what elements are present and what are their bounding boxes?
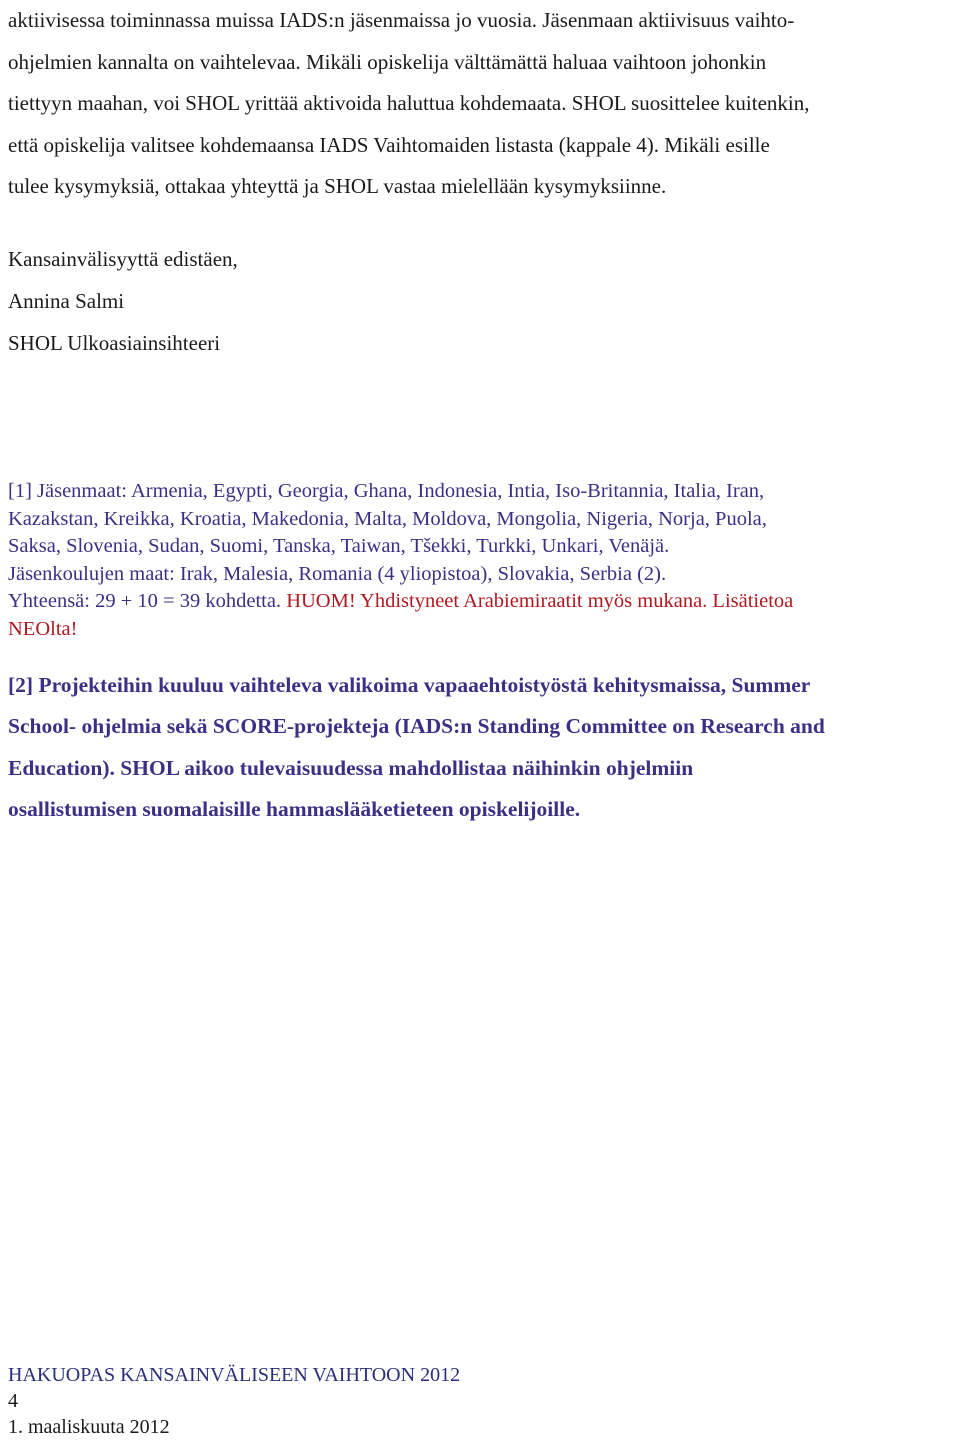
- footnote-2-line: Education). SHOL aikoo tulevaisuudessa mahdollistaa näihinkin ohjelmiin: [8, 755, 694, 780]
- footnote-1-line: Jäsenkoulujen maat: Irak, Malesia, Romania (4 yliopistoa), Slovakia, Serbia (2).: [8, 562, 667, 585]
- footnote-2-line: [2] Projekteihin kuuluu vaihteleva valikoima vapaaehtoistyöstä kehitysmaissa, Summer: [8, 673, 811, 697]
- footnote-2-line: School- ohjelmia sekä SCORE-projekteja (IADS:n Standing Committee on Research and: [8, 714, 825, 739]
- page-footer: [8, 1362, 460, 1440]
- footnote-1-line: [1] Jäsenmaat: Armenia, Egypti, Georgia, Ghana, Indonesia, Intia, Iso-Britannia, Italia, Iran,: [8, 480, 765, 502]
- body-line: tulee kysymyksiä, ottakaa yhteyttä ja SHOL vastaa mielellään kysymyksiinne.: [8, 174, 667, 198]
- body-paragraph: [8, 0, 956, 208]
- footer-date: 1. maaliskuuta 2012: [8, 1416, 170, 1438]
- body-line: aktiivisessa toiminnassa muissa IADS:n jäsenmaissa jo vuosia. Jäsenmaan aktiivisuus vaihto-: [8, 8, 795, 32]
- body-line: ohjelmien kannalta on vaihtelevaa. Mikäli opiskelija välttämättä haluaa vaihtoon johonkin: [8, 49, 767, 74]
- page-number: 4: [8, 1390, 18, 1412]
- body-line: että opiskelija valitsee kohdemaansa IADS Vaihtomaiden listasta (kappale 4). Mikäli esille: [8, 132, 770, 157]
- footnote-1-line: Saksa, Slovenia, Sudan, Suomi, Tanska, Taiwan, Tšekki, Turkki, Unkari, Venäjä.: [8, 535, 670, 557]
- footnote-1-line: Kazakstan, Kreikka, Kroatia, Makedonia, Malta, Moldova, Mongolia, Nigeria, Norja, Puola,: [8, 507, 767, 530]
- signature-closing: Kansainvälisyyttä edistäen,: [8, 247, 238, 271]
- signature-name: Annina Salmi: [8, 289, 125, 313]
- footnote-1: [8, 478, 956, 643]
- signature-block: [8, 238, 238, 364]
- footnote-1-notice-end: NEOlta!: [8, 617, 78, 640]
- body-line: tiettyyn maahan, voi SHOL yrittää aktivoida haluttua kohdemaata. SHOL suosittelee kuitenkin,: [8, 91, 810, 115]
- footnote-2-line: osallistumisen suomalaisille hammaslääketieteen opiskelijoille.: [8, 796, 581, 821]
- footnote-2: [8, 665, 958, 830]
- footer-title: HAKUOPAS KANSAINVÄLISEEN VAIHTOON 2012: [8, 1364, 461, 1386]
- footnote-1-total: Yhteensä: 29 + 10 = 39 kohdetta.: [8, 590, 282, 612]
- footnote-1-line: [8, 588, 956, 616]
- footnote-1-notice: HUOM! Yhdistyneet Arabiemiraatit myös mukana. Lisätietoa: [286, 590, 794, 612]
- signature-role: SHOL Ulkoasiainsihteeri: [8, 331, 221, 355]
